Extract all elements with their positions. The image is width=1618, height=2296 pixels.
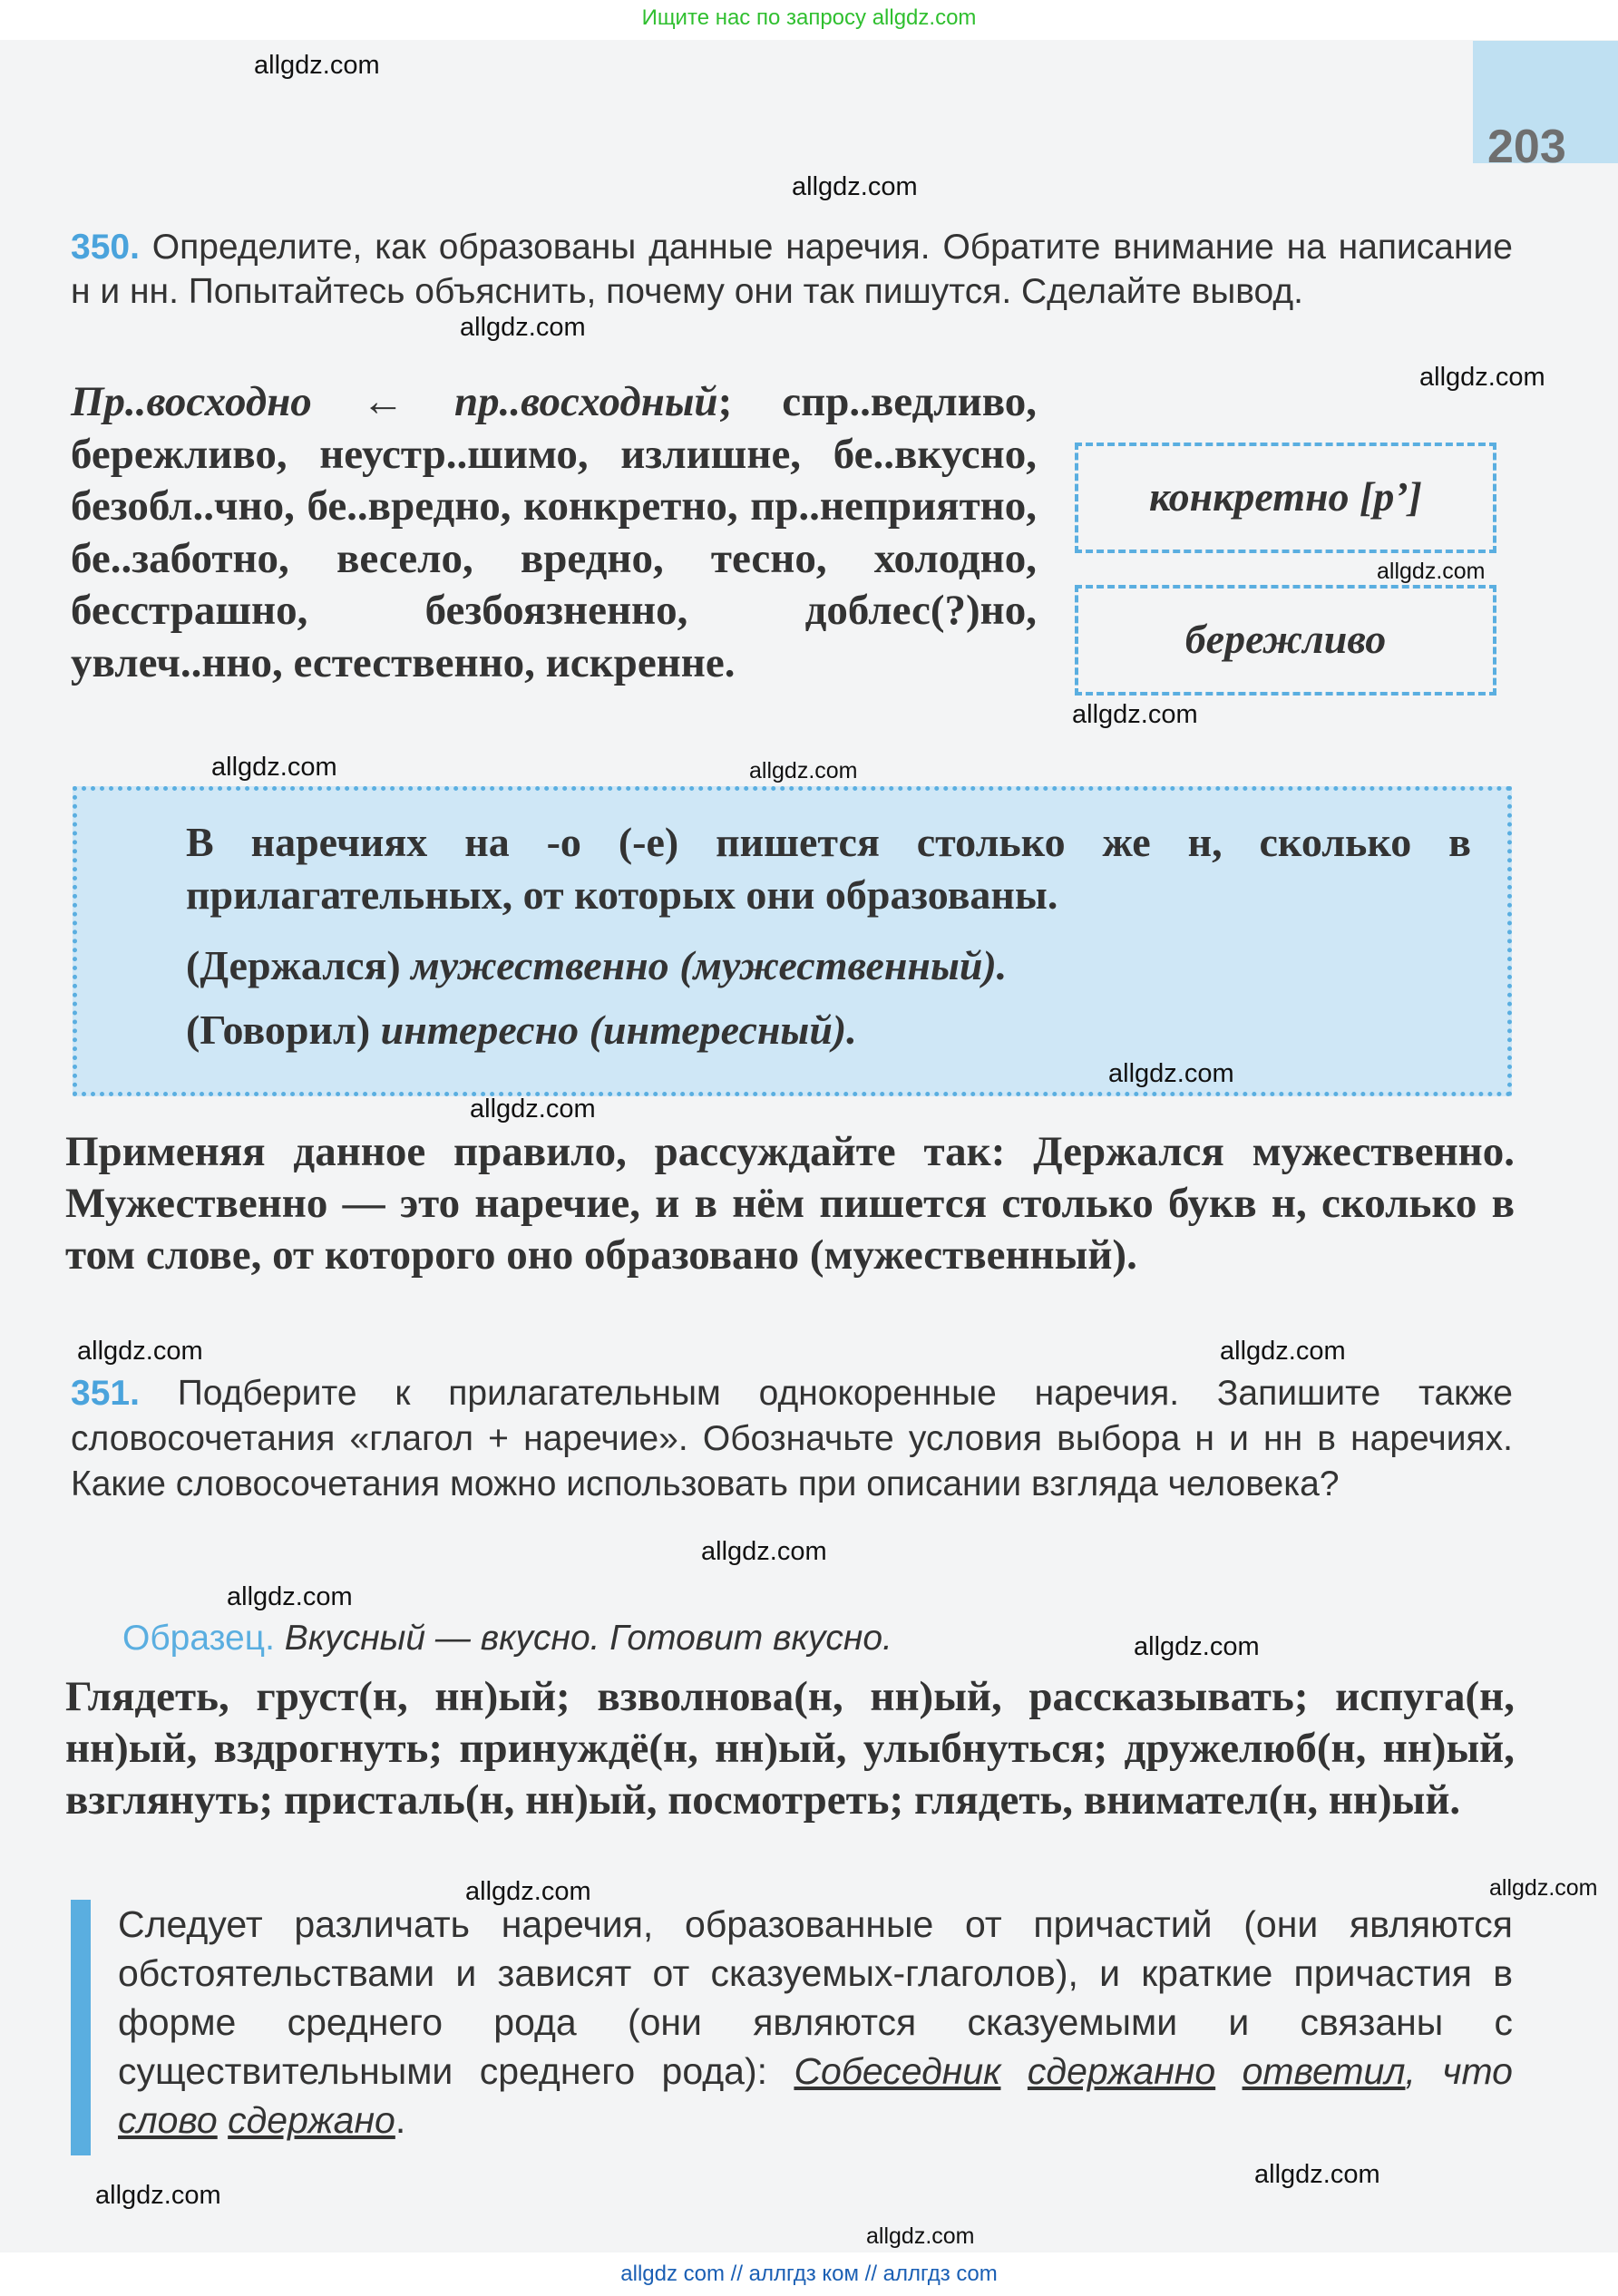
rule-example-2 [186,1003,1471,1057]
page-number: 203 [1487,121,1566,173]
watermark: allgdz.com [1108,1059,1234,1088]
watermark: allgdz.com [1489,1875,1598,1901]
note-text: Следует различать наречия, образованные от причастий (они являются обстоятельствами и зависят от сказуемых-глаголов), и краткие причастия в форме среднего рода (они являются сказуемыми и связаны с существительными среднего рода): [118,1903,1513,2092]
note-participle: сдержано [228,2099,395,2141]
watermark: allgdz.com [749,758,858,783]
watermark: allgdz.com [1072,700,1198,729]
watermark: allgdz.com [254,51,380,80]
hint-box-konkretno: конкретно [р’] [1075,443,1496,553]
watermark: allgdz.com [1377,559,1486,584]
example-adverb: мужественно [411,942,669,988]
note-noun: слово [118,2099,218,2141]
sample [122,1619,892,1659]
watermark: allgdz.com [866,2223,975,2249]
exercise-text: Подберите к прилагательным однокоренные наречия. Запишите также словосочетания «глагол + наречие». Обозначьте условия выбора н и нн в наречиях. Какие словосочетания можно использовать при описании взгляда человека? [71,1374,1513,1503]
exercise-350-task [71,225,1513,314]
hint-box-berezhlivo: бережливо [1075,585,1496,696]
watermark: allgdz.com [77,1337,203,1366]
example-adverb: Пр..восходно [71,378,312,425]
watermark: allgdz.com [460,313,586,342]
note-conjunction: , что [1405,2050,1513,2092]
rule-example-1 [186,929,1471,1003]
watermark: allgdz.com [227,1582,353,1611]
example-adjective: (мужественный). [679,942,1008,988]
sample-text: Вкусный — вкусно. Готовит вкусно. [284,1619,892,1658]
footer-links: allgdz com // аллгдз ком // аллгдз com [620,2262,998,2286]
example-verb: (Держался) [186,942,401,988]
example-adverb: интересно [380,1007,580,1053]
note-adverb: сдержанно [1027,2050,1216,2092]
example-adjective: пр..восходный [453,378,718,425]
watermark: allgdz.com [701,1537,827,1566]
sample-label: Образец. [122,1619,275,1658]
rule-text: В наречиях на -о (-е) пишется столько же н, сколько в прилагательных, от которых они образованы. [186,819,1471,918]
arrow: ← [361,378,404,425]
watermark: allgdz.com [1254,2160,1380,2189]
watermark: allgdz.com [465,1877,591,1906]
watermark: allgdz.com [470,1094,596,1124]
exercise-text: Определите, как образованы данные наречия. Обратите внимание на написание н и нн. Попытайтесь объяснить, почему они так пишутся. Сделайте вывод. [71,228,1514,311]
watermark: allgdz.com [1134,1632,1260,1661]
watermark: allgdz.com [792,172,918,201]
example-verb: (Говорил) [186,1007,371,1053]
rule-box [73,786,1512,1096]
exercise-number: 351. [71,1374,140,1413]
exercise-350-words [71,376,1037,689]
note-verb: ответил [1242,2050,1406,2092]
watermark: allgdz.com [211,753,337,782]
exercise-351-task [71,1371,1513,1507]
watermark: allgdz.com [95,2181,221,2210]
rule-note [71,1900,1513,2155]
search-banner: Ищите нас по запросу allgdz.com [641,5,977,30]
word-list: ; спр..ведливо, бережливо, неустр..шимо, излишне, бе..вкусно, безобл..чно, бе..вредно, конкретно, пр..неприятно, бе..заботно, весело, вредно, тесно, холодно, бесстрашно, безбоязненно, доблес(?)но, увлеч..нно, естественно, искренне. [71,378,1038,686]
watermark: allgdz.com [1220,1337,1346,1366]
watermark: allgdz.com [1419,363,1545,392]
reasoning-paragraph: Применяя данное правило, рассуждайте так: Держался мужественно. Мужественно — это наречие, и в нём пишется столько букв н, сколько в том слове, от которого оно образовано (мужественный). [65,1128,1515,1279]
example-adjective: (интересный). [589,1007,857,1053]
exercise-351-words: Глядеть, груст(н, нн)ый; взволнова(н, нн)ый, рассказывать; испуга(н, нн)ый, вздрогнуть; принуждё(н, нн)ый, улыбнуться; дружелюб(н, нн)ый, взглянуть; присталь(н, нн)ый, посмотреть; глядеть, внимател(н, нн)ый. [65,1673,1515,1824]
note-period: . [395,2099,406,2141]
note-subject: Собеседник [794,2050,1001,2092]
exercise-number: 350. [71,228,140,267]
